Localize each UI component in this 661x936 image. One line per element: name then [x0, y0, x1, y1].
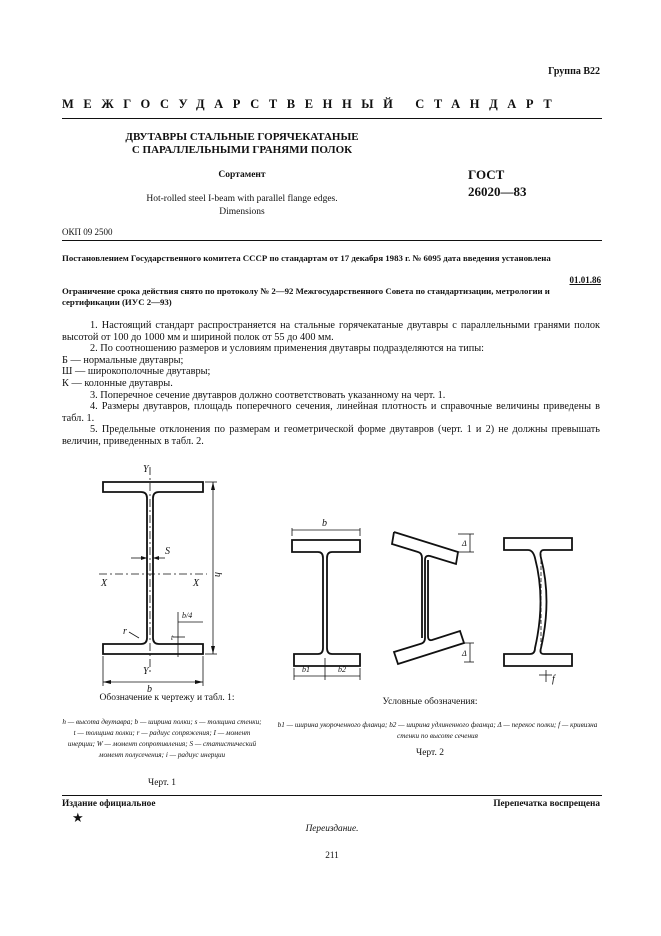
fig1-label-x-right: X: [193, 578, 200, 589]
type-k: К — колонные двутавры.: [62, 377, 173, 389]
figure-2-legend: b1 — ширина укороченного фланца; b2 — ширина удлиненного фланца; Δ — перекос полки; f — кривизна стенки по высоте сечения: [277, 721, 598, 740]
paragraph-2: 2. По соотношению размеров и условиям применения двутавры подразделяются на типы:: [90, 343, 485, 355]
beam-b-outline: [394, 532, 464, 664]
fig2-label-b: b: [322, 518, 327, 529]
fig2-label-f: f: [552, 674, 555, 685]
beam-a-outline: [292, 540, 360, 666]
beam-c-outline: [504, 538, 572, 666]
fig1-label-b: b: [147, 684, 152, 695]
figure-2-title: Черт. 2: [416, 748, 444, 758]
subtitle: Сортамент: [218, 170, 266, 180]
gost-label: ГОСТ: [468, 167, 505, 182]
okp-code: ОКП 09 2500: [62, 227, 113, 237]
top-rule: [62, 118, 602, 119]
fig1-label-y-bottom: Y: [143, 666, 149, 677]
paragraph-3: 3. Поперечное сечение двутавров должно соответствовать указанному на черт. 1.: [90, 389, 446, 401]
title-line-2: С ПАРАЛЛЕЛЬНЫМИ ГРАНЯМИ ПОЛОК: [131, 144, 353, 156]
figure-1-legend: h — высота двутавра; b — ширина полки; s — толщина стенки; t — толщина полки; r — радиус сопряжения; I — момент инерции; W — момент сопротивления; S — статистический момент полусечения; i — радиус инерции: [62, 718, 262, 759]
standard-banner: МЕЖГОСУДАРСТВЕННЫЙ СТАНДАРТ: [62, 97, 562, 111]
figure-1-title: Черт. 1: [148, 778, 176, 788]
paragraph-1: 1. Настоящий стандарт распространяется на стальные горячекатаные двутавры с параллельными гранями полок высотой от 100 до 1000 мм и шириной полок от 55 до 400 мм.: [62, 320, 600, 343]
fig1-label-y-top: Y: [143, 464, 149, 475]
english-title-line-1: Hot-rolled steel I-beam with parallel flange edges.: [146, 194, 338, 204]
english-title: [62, 193, 422, 219]
fig1-label-h: h: [212, 572, 223, 577]
reissue-note: Переиздание.: [305, 824, 359, 834]
document-title: [62, 131, 422, 157]
page-number: 211: [325, 851, 339, 861]
fig1-label-t: t: [171, 633, 174, 642]
fig2-label-b2: b2: [338, 665, 346, 674]
decree-text: Постановлением Государственного комитета СССР по стандартам от 17 декабря 1983 г. № 6095 дата введения установлена: [62, 253, 551, 263]
fig2-label-b1: b1: [302, 665, 310, 674]
figure-2-drawing: [282, 510, 602, 700]
fig2-label-delta-top: Δ: [462, 539, 467, 548]
fig1-label-x-left: X: [101, 578, 108, 589]
limitation-text: Ограничение срока действия снято по протоколу № 2—92 Межгосударственного Совета по стандартизации, метрологии и сертификации (ИУС 2—93): [62, 286, 550, 307]
figure-2-caption: Условные обозначения:: [382, 697, 478, 707]
reprint-notice: Перепечатка воспрещена: [493, 799, 600, 809]
title-line-1: ДВУТАВРЫ СТАЛЬНЫЕ ГОРЯЧЕКАТАНЫЕ: [125, 131, 359, 143]
ibeam-section-outline: [103, 482, 203, 654]
fig1-label-r: r: [123, 626, 127, 637]
decree-date: 01.01.86: [569, 275, 601, 285]
gost-code: 26020—83: [468, 184, 527, 199]
footer-rule: [62, 795, 602, 796]
document-body: [62, 320, 600, 448]
type-sh: Ш — широкополочные двутавры;: [62, 366, 211, 378]
figure-1-drawing: [85, 462, 245, 697]
english-title-line-2: Dimensions: [219, 207, 265, 217]
fig1-label-s: S: [165, 546, 170, 557]
gost-number: [468, 166, 578, 200]
figure-1-caption: Обозначение к чертежу и табл. 1:: [99, 693, 235, 703]
paragraph-4: 4. Размеры двутавров, площадь поперечного сечения, линейная плотность и справочные величины приведены в табл. 1.: [62, 401, 600, 424]
header-rule: [62, 240, 602, 241]
fig2-label-delta-bottom: Δ: [462, 649, 467, 658]
official-edition: Издание официальное: [62, 799, 156, 809]
group-code: Группа В22: [548, 66, 600, 77]
fig1-label-b4: b/4: [182, 611, 193, 620]
star-mark: ★: [72, 810, 84, 825]
paragraph-5: 5. Предельные отклонения по размерам и геометрической форме двутавров (черт. 1 и 2) не должны превышать величин, приведенных в табл. 2.: [62, 424, 600, 447]
type-b: Б — нормальные двутавры;: [62, 354, 184, 366]
